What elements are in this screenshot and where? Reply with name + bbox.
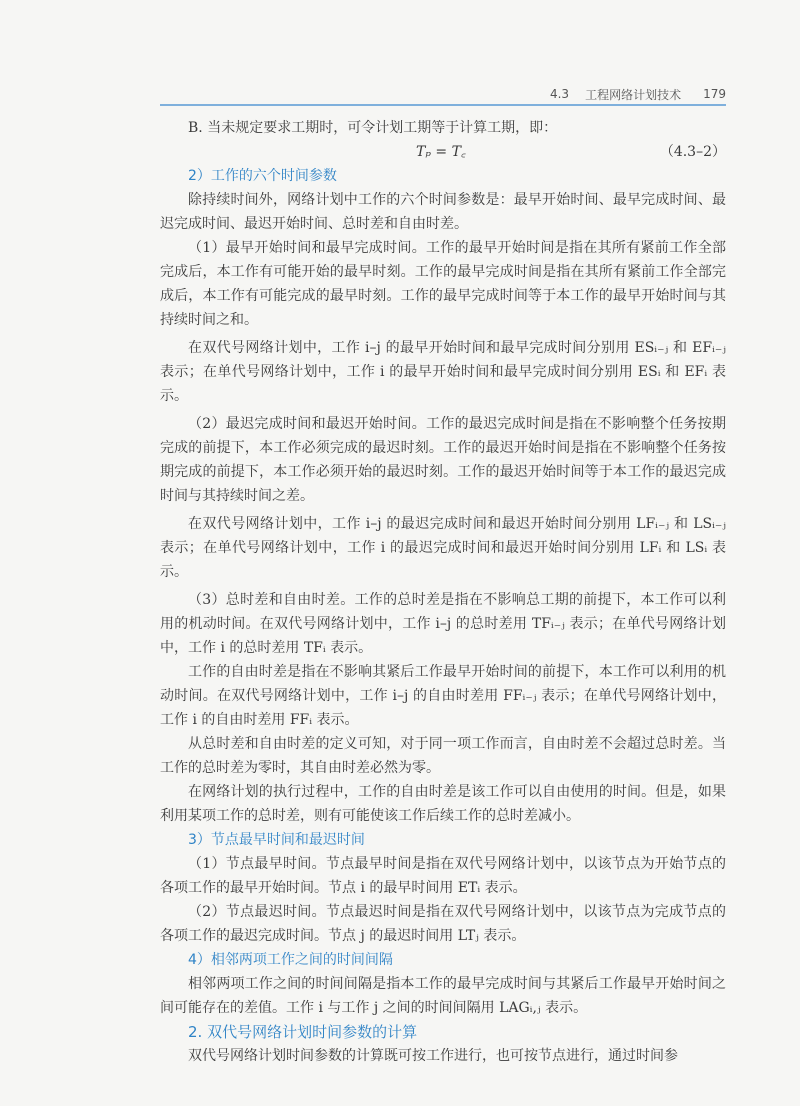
page-body bbox=[160, 116, 726, 1068]
paragraph: 除持续时间外，网络计划中工作的六个时间参数是：最早开始时间、最早完成时间、最迟完成时间、最迟开始时间、总时差和自由时差。 bbox=[160, 192, 726, 232]
paragraph-b: B. 当未规定要求工期时，可令计划工期等于计算工期，即： bbox=[188, 120, 558, 136]
heading-section-2: 2. 双代号网络计划时间参数的计算 bbox=[188, 1023, 418, 1041]
header-section-number: 4.3 bbox=[549, 87, 570, 101]
formula-4-3-2 bbox=[160, 140, 726, 164]
paragraph: （2）节点最迟时间。节点最迟时间是指在双代号网络计划中，以该节点为完成节点的各项工作的最迟完成时间。节点 j 的最迟时间用 LTⱼ 表示。 bbox=[160, 904, 726, 944]
paragraph: 双代号网络计划时间参数的计算既可按工作进行，也可按节点进行，通过时间参 bbox=[188, 1048, 678, 1064]
paragraph: （2）最迟完成时间和最迟开始时间。工作的最迟完成时间是指在不影响整个任务按期完成的前提下，本工作必须完成的最迟时刻。工作的最迟开始时间是指在不影响整个任务按期完成的前提下，本工作必须开始的最迟时刻。工作的最迟开始时间等于本工作的最迟完成时间与其持续时间之差。 bbox=[160, 416, 726, 504]
paragraph: （1）最早开始时间和最早完成时间。工作的最早开始时间是指在其所有紧前工作全部完成后，本工作有可能开始的最早时刻。工作的最早完成时间是指在其所有紧前工作全部完成后，本工作有可能完成的最早时刻。工作的最早完成时间等于本工作的最早开始时间与其持续时间之和。 bbox=[160, 240, 726, 328]
header-section-title: 工程网络计划技术 bbox=[585, 87, 682, 102]
heading-six-time-parameters: 2）工作的六个时间参数 bbox=[188, 168, 337, 184]
paragraph: （3）总时差和自由时差。工作的总时差是指在不影响总工期的前提下，本工作可以利用的机动时间。在双代号网络计划中，工作 i–j 的总时差用 TFᵢ₋ⱼ 表示；在单代号网络计划中，工作 i 的总时差用 TFᵢ 表示。 bbox=[160, 592, 726, 656]
formula-expression: Tₚ = T꜀ bbox=[416, 144, 466, 160]
paragraph: （1）节点最早时间。节点最早时间是指在双代号网络计划中，以该节点为开始节点的各项工作的最早开始时间。节点 i 的最早时间用 ETᵢ 表示。 bbox=[160, 856, 726, 896]
heading-time-interval: 4）相邻两项工作之间的时间间隔 bbox=[188, 952, 393, 968]
formula-number: （4.3–2） bbox=[659, 144, 726, 160]
page-number: 179 bbox=[703, 87, 726, 101]
paragraph: 从总时差和自由时差的定义可知，对于同一项工作而言，自由时差不会超过总时差。当工作的总时差为零时，其自由时差必然为零。 bbox=[160, 736, 726, 776]
paragraph: 在双代号网络计划中，工作 i–j 的最迟完成时间和最迟开始时间分别用 LFᵢ₋ⱼ 和 LSᵢ₋ⱼ 表示；在单代号网络计划中，工作 i 的最迟完成时间和最迟开始时间分别用 LFᵢ 和 LSᵢ 表示。 bbox=[160, 516, 726, 580]
paragraph: 在网络计划的执行过程中，工作的自由时差是该工作可以自由使用的时间。但是，如果利用某项工作的总时差，则有可能使该工作后续工作的总时差减小。 bbox=[160, 784, 726, 824]
paragraph: 相邻两项工作之间的时间间隔是指本工作的最早完成时间与其紧后工作最早开始时间之间可能存在的差值。工作 i 与工作 j 之间的时间间隔用 LAGᵢ,ⱼ 表示。 bbox=[160, 976, 726, 1016]
paragraph: 在双代号网络计划中，工作 i–j 的最早开始时间和最早完成时间分别用 ESᵢ₋ⱼ 和 EFᵢ₋ⱼ 表示；在单代号网络计划中，工作 i 的最早开始时间和最早完成时间分别用 ESᵢ 和 EFᵢ 表示。 bbox=[160, 340, 726, 404]
paragraph: 工作的自由时差是指在不影响其紧后工作最早开始时间的前提下，本工作可以利用的机动时间。在双代号网络计划中，工作 i–j 的自由时差用 FFᵢ₋ⱼ 表示；在单代号网络计划中，工作 i 的自由时差用 FFᵢ 表示。 bbox=[160, 664, 726, 728]
running-header bbox=[160, 84, 726, 104]
heading-node-times: 3）节点最早时间和最迟时间 bbox=[188, 832, 365, 848]
header-rule bbox=[160, 104, 726, 106]
